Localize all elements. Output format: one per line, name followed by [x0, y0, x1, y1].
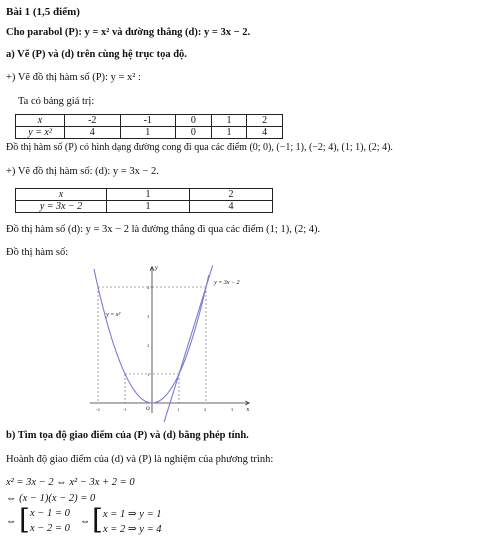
table-cell: y = x²	[16, 127, 65, 139]
table-cell: 1	[120, 127, 176, 139]
table-cell: 1	[107, 189, 190, 201]
parabola-curve	[94, 269, 209, 403]
y-axis-label: y	[155, 265, 158, 272]
equation-equivalent-1: ⇔	[6, 516, 17, 527]
equation-system-a: x − 1 = 0	[30, 508, 70, 519]
line-description: Đồ thị hàm số (d): y = 3x − 2 là đường thẳng đi qua các điểm (1; 1), (2; 4).	[6, 224, 321, 235]
parabola-label: y = x²	[106, 312, 121, 318]
equation-solution-1: x = 1 ⇒ y = 1	[103, 509, 162, 520]
table-cell: -1	[120, 115, 176, 127]
x-tick-label: -1	[123, 407, 127, 412]
y-tick-label: 2	[147, 343, 150, 348]
brace-right: [	[92, 503, 103, 536]
table-cell: -2	[65, 115, 121, 127]
line-d	[160, 265, 213, 422]
equation-line-1: x² = 3x − 2 ⇔ x² − 3x + 2 = 0	[6, 477, 135, 488]
equation-line-2: ⇔ (x − 1)(x − 2) = 0	[6, 493, 96, 504]
parabola-description: Đồ thị hàm số (P) có hình dạng đường cong đi qua các điểm (0; 0), (−1; 1), (−2; 4), (1; 1), (2; 4).	[6, 142, 393, 153]
table-cell: x	[16, 189, 107, 201]
problem-heading: Bài 1 (1,5 điểm)	[6, 6, 80, 18]
x-tick-label: -2	[96, 407, 100, 412]
tick-labels	[96, 285, 234, 412]
table-cell: 1	[211, 127, 247, 139]
table-cell: x	[16, 115, 65, 127]
table-cell: 0	[176, 127, 212, 139]
equation-system-b: x − 2 = 0	[30, 523, 70, 534]
table-row	[16, 201, 273, 213]
step-parabola: +) Vẽ đồ thị hàm số (P): y = x² :	[6, 72, 141, 83]
problem-given: Cho parabol (P): y = x² và đường thẳng (d): y = 3x − 2.	[6, 27, 251, 38]
function-graph	[0, 262, 480, 422]
table-cell: y = 3x − 2	[16, 201, 107, 213]
brace-left: [	[19, 503, 30, 536]
table-cell: 1	[107, 201, 190, 213]
x-tick-label: 3	[231, 407, 234, 412]
line-label: y = 3x − 2	[214, 280, 240, 287]
table-cell: 0	[176, 115, 212, 127]
parabola-value-table	[15, 114, 283, 139]
x-tick-label: 1	[177, 407, 180, 412]
x-axis-label: x	[246, 407, 250, 413]
table-row	[16, 115, 283, 127]
table-cell: 1	[211, 115, 247, 127]
table-cell: 2	[247, 115, 283, 127]
table-row	[16, 127, 283, 139]
origin-label: O	[146, 407, 150, 412]
y-tick-label: 1	[147, 372, 150, 377]
table-cell: 4	[247, 127, 283, 139]
graph-title: Đồ thị hàm số:	[6, 247, 69, 258]
line-value-table	[15, 188, 273, 213]
equation-intro: Hoành độ giao điểm của (d) và (P) là nghiệm của phương trình:	[6, 454, 274, 465]
part-b-title: b) Tìm tọa độ giao điểm của (P) và (d) bằng phép tính.	[6, 430, 249, 441]
x-tick-label: 2	[204, 407, 207, 412]
y-tick-label: 4	[147, 285, 150, 290]
equation-solution-2: x = 2 ⇒ y = 4	[103, 524, 162, 535]
table-row	[16, 189, 273, 201]
part-a-title: a) Vẽ (P) và (d) trên cùng hệ trục tọa độ.	[6, 49, 187, 60]
table-cell: 4	[65, 127, 121, 139]
table-cell: 2	[190, 189, 273, 201]
table-cell: 4	[190, 201, 273, 213]
equation-equivalent-2: ⇔	[80, 516, 91, 527]
step-line: +) Vẽ đồ thị hàm số: (d): y = 3x − 2.	[6, 166, 159, 177]
y-tick-label: 3	[147, 314, 150, 319]
value-table-intro: Ta có bảng giá trị:	[18, 96, 95, 107]
